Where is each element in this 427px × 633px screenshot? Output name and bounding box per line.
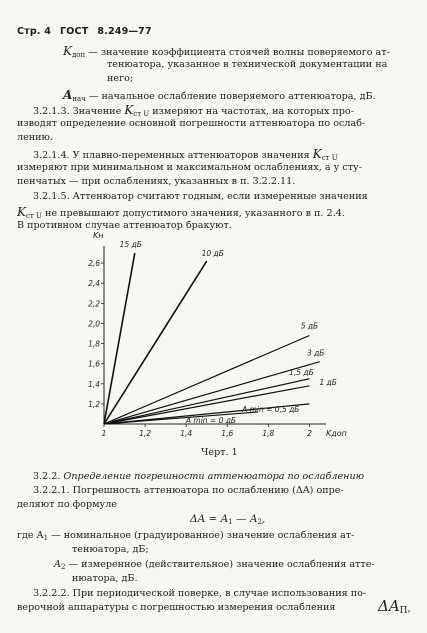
para-3215-line-3: В противном случае аттенюатор бракуют. <box>17 220 232 231</box>
series-label: 10 дБ <box>201 249 224 259</box>
para-3222-line-2: верочной аппаратуры с погрешностью измерения ослабления <box>17 602 336 613</box>
x-axis-label: Kдоп <box>326 429 347 438</box>
y-tick-label: 2,0 <box>88 319 100 329</box>
para-3221-line-1: 3.2.2.1. Погрешность аттенюатора по ослаблению (ΔA) опре- <box>33 485 344 496</box>
y-tick-label: 1,2 <box>88 399 100 409</box>
figure-caption: Черт. 1 <box>201 447 238 458</box>
series-line <box>104 362 320 424</box>
delta-a-p-symbol: $\Delta A_П$, <box>378 597 411 616</box>
para-3222-line-1: 3.2.2.2. При периодической поверке, в случае использования по- <box>33 588 367 599</box>
delta-a-formula: ΔA = A1 — A2, <box>190 513 266 526</box>
para-3213-line-3: лению. <box>17 132 53 143</box>
where-a2-line-2: нюатора, дБ. <box>72 573 138 584</box>
section-322-heading: 3.2.2. Определение погрешности аттенюатора по ослаблению <box>33 471 365 482</box>
y-tick-label: 1,4 <box>88 379 100 389</box>
y-axis-label: Kн <box>93 231 104 240</box>
para-3214-line-3: пенчатых — при ослаблениях, указанных в п. 3.2.2.11. <box>17 176 296 187</box>
para-3214-line-2: измеряют при минимальном и максимальном ослаблениях, а у сту- <box>17 162 362 173</box>
x-tick-label: 1,4 <box>180 429 193 438</box>
series-label: 5 дБ <box>300 321 319 331</box>
where-a2-line-1: $A_2$ — измеренное (действительное) значение ослабления атте- <box>54 559 375 571</box>
def-k-line-1: $K_{доп}$ — значение коэффициента стоячей волны поверяемого ат- <box>63 44 390 59</box>
para-3213-line-1: 3.2.1.3. Значение $K_{ст U}$ измеряют на частотах, на которых про- <box>33 103 354 118</box>
page-label: Стр. 4 <box>17 26 52 37</box>
def-k-line-3: него; <box>107 73 134 84</box>
para-3214-line-1: 3.2.1.4. У плавно-переменных аттенюаторов значения $K_{ст U}$ <box>33 147 338 162</box>
para-3213-line-2: изводят определение основной погрешности аттенюатора по ослаб- <box>17 118 366 129</box>
def-k-line-2: тенюатора, указанное в технической документации на <box>107 59 388 70</box>
x-tick-label: 1,8 <box>262 429 275 438</box>
x-tick-label: 1,2 <box>139 429 152 438</box>
para-3221-line-2: деляют по формуле <box>17 499 117 510</box>
para-3215-line-1: 3.2.1.5. Аттенюатор считают годным, если измеренные значения <box>33 191 368 202</box>
standard-label: ГОСТ <box>60 26 89 37</box>
y-tick-label: 2,6 <box>88 259 100 269</box>
x-tick-label: 1 <box>101 429 107 438</box>
standard-number: 8.249—77 <box>97 26 152 37</box>
x-tick-label: 2 <box>307 429 312 438</box>
def-a-line: $A_{нач}$ — начальное ослабление поверяемого аттенюатора, дБ. <box>63 88 376 103</box>
series-label: A min = 0,5 дБ <box>242 404 300 414</box>
y-tick-label: 2,4 <box>88 279 100 289</box>
where-a1-line-2: тенюатора, дБ; <box>72 544 149 555</box>
series-label: 3 дБ <box>306 348 325 358</box>
where-a1-line-1: где $A_1$ — номинальное (градуированное) значение ослабления ат- <box>17 530 355 542</box>
series-label: 1 дБ <box>319 377 337 387</box>
series-label: 15 дБ <box>119 240 142 250</box>
x-tick-label: 1,6 <box>221 429 234 438</box>
y-tick-label: 2,2 <box>88 299 100 309</box>
y-tick-label: 1,6 <box>88 359 100 369</box>
para-3215-line-2: $K_{ст U}$ не превышают допустимого значения, указанного в п. 2.4. <box>17 205 345 220</box>
series-label: 1,5 дБ <box>289 367 314 377</box>
y-tick-label: 1,8 <box>88 339 100 349</box>
series-label: A min = 0 дБ <box>185 415 237 425</box>
